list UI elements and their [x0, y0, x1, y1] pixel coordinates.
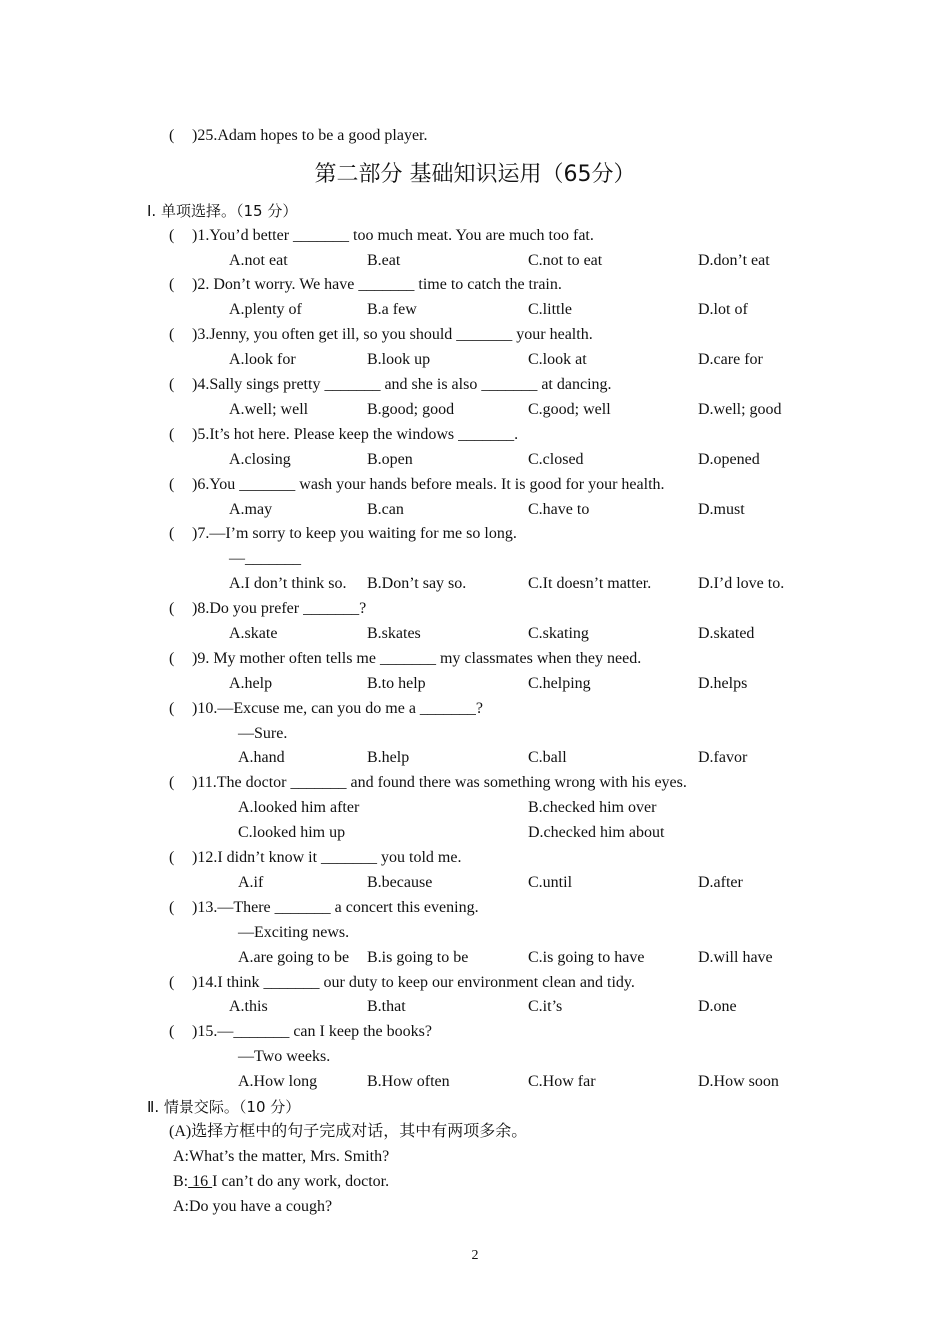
question-stem: )14.I think _______ our duty to keep our environment clean and tidy.: [192, 974, 635, 991]
option-a: A.look for: [229, 351, 296, 368]
dialogue-reply: —Two weeks.: [238, 1048, 331, 1065]
answer-paren: (: [169, 849, 175, 866]
answer-paren: (: [169, 227, 175, 244]
dialogue-line-1: A:What’s the matter, Mrs. Smith?: [173, 1148, 390, 1165]
dialogue-reply: —Exciting news.: [238, 924, 350, 941]
speaker-label: B:: [173, 1173, 189, 1190]
option-c: C.have to: [528, 501, 590, 518]
option-d: D.care for: [698, 351, 763, 368]
option-a: A.skate: [229, 625, 278, 642]
question-stem: )2. Don’t worry. We have _______ time to catch the train.: [192, 276, 562, 293]
section-2-title: Ⅱ. 情景交际。（10 分）: [147, 1098, 301, 1116]
answer-paren: (: [169, 650, 175, 667]
option-b: B.is going to be: [367, 949, 469, 966]
answer-paren: (: [169, 700, 175, 717]
page-number: 2: [471, 1248, 479, 1263]
option-c: C.helping: [528, 675, 591, 692]
option-d: D.skated: [698, 625, 755, 642]
question-stem: )7.—I’m sorry to keep you waiting for me so long.: [192, 525, 517, 542]
answer-paren: (: [169, 326, 175, 343]
answer-paren: (: [169, 1023, 175, 1040]
option-c: C.It doesn’t matter.: [528, 575, 652, 592]
dialogue-line-2: [173, 1172, 389, 1192]
option-b: B.Don’t say so.: [367, 575, 467, 592]
option-a: A.may: [229, 501, 273, 518]
dialogue-reply: —_______: [229, 550, 301, 567]
option-d: D.well; good: [698, 401, 782, 418]
option-d: D.one: [698, 998, 737, 1015]
option-c: C.little: [528, 301, 572, 318]
option-b: B.because: [367, 874, 433, 891]
section-1-title: Ⅰ. 单项选择。（15 分）: [147, 202, 298, 220]
option-b: B.checked him over: [528, 799, 657, 816]
option-d: D.lot of: [698, 301, 748, 318]
option-d: D.helps: [698, 675, 748, 692]
answer-paren: (: [169, 376, 175, 393]
option-c: C.not to eat: [528, 252, 603, 269]
option-c: C.looked him up: [238, 824, 346, 841]
question-q25: )25.Adam hopes to be a good player.: [192, 127, 428, 144]
question-stem: )11.The doctor _______ and found there was something wrong with his eyes.: [192, 774, 687, 791]
option-b: B.look up: [367, 351, 431, 368]
answer-paren: (: [169, 426, 175, 443]
answer-paren: (: [169, 974, 175, 991]
option-a: A.closing: [229, 451, 291, 468]
dialogue-line-3: A:Do you have a cough?: [173, 1198, 333, 1215]
answer-paren: (: [169, 774, 175, 791]
dialogue-line-2-text: I can’t do any work, doctor.: [212, 1173, 390, 1190]
question-stem: )5.It’s hot here. Please keep the windows _______.: [192, 426, 519, 443]
option-d: D.I’d love to.: [698, 575, 785, 592]
option-b: B.that: [367, 998, 406, 1015]
question-stem: )10.—Excuse me, can you do me a _______?: [192, 700, 484, 717]
option-b: B.can: [367, 501, 404, 518]
option-a: A.not eat: [229, 252, 288, 269]
option-d: D.will have: [698, 949, 773, 966]
dialogue-reply: —Sure.: [238, 725, 288, 742]
option-a: A.plenty of: [229, 301, 302, 318]
question-stem: )8.Do you prefer _______?: [192, 600, 367, 617]
option-d: D.How soon: [698, 1073, 779, 1090]
option-b: B.eat: [367, 252, 401, 269]
option-b: B.good; good: [367, 401, 455, 418]
option-b: B.open: [367, 451, 413, 468]
option-c: C.is going to have: [528, 949, 645, 966]
option-b: B.help: [367, 749, 410, 766]
question-stem: )4.Sally sings pretty _______ and she is also _______ at dancing.: [192, 376, 612, 393]
option-a: A.How long: [238, 1073, 318, 1090]
question-stem: )6.You _______ wash your hands before meals. It is good for your health.: [192, 476, 665, 493]
answer-paren: (: [169, 525, 175, 542]
part-title: 第二部分 基础知识运用（65分）: [314, 162, 636, 187]
option-a: A.if: [238, 874, 264, 891]
option-c: C.it’s: [528, 998, 563, 1015]
option-b: B.a few: [367, 301, 417, 318]
option-d: D.checked him about: [528, 824, 665, 841]
option-a: A.are going to be: [238, 949, 350, 966]
option-c: C.skating: [528, 625, 589, 642]
answer-paren: (: [169, 899, 175, 916]
option-c: C.How far: [528, 1073, 596, 1090]
option-a: A.looked him after: [238, 799, 360, 816]
answer-paren: (: [169, 476, 175, 493]
option-c: C.look at: [528, 351, 587, 368]
option-a: A.this: [229, 998, 268, 1015]
option-b: B.How often: [367, 1073, 450, 1090]
answer-paren: (: [169, 276, 175, 293]
question-stem: )1.You’d better _______ too much meat. You are much too fat.: [192, 227, 594, 244]
option-d: D.after: [698, 874, 743, 891]
option-d: D.favor: [698, 749, 748, 766]
option-a: A.hand: [238, 749, 285, 766]
option-a: A.well; well: [229, 401, 309, 418]
question-stem: )13.—There _______ a concert this evening.: [192, 899, 479, 916]
answer-paren-q25: (: [169, 127, 175, 144]
option-c: C.good; well: [528, 401, 611, 418]
question-stem: )9. My mother often tells me _______ my classmates when they need.: [192, 650, 642, 667]
option-c: C.closed: [528, 451, 584, 468]
option-a: A.I don’t think so.: [229, 575, 347, 592]
option-a: A.help: [229, 675, 273, 692]
option-c: C.ball: [528, 749, 567, 766]
option-b: B.to help: [367, 675, 426, 692]
answer-paren: (: [169, 600, 175, 617]
option-d: D.opened: [698, 451, 760, 468]
blank-16: 16: [188, 1173, 213, 1190]
section-2-instruction: (A)选择方框中的句子完成对话，其中有两项多余。: [169, 1123, 528, 1140]
question-stem: )12.I didn’t know it _______ you told me.: [192, 849, 462, 866]
option-b: B.skates: [367, 625, 421, 642]
question-stem: )3.Jenny, you often get ill, so you should _______ your health.: [192, 326, 593, 343]
option-c: C.until: [528, 874, 573, 891]
option-d: D.don’t eat: [698, 252, 770, 269]
question-stem: )15.—_______ can I keep the books?: [192, 1023, 432, 1040]
option-d: D.must: [698, 501, 745, 518]
